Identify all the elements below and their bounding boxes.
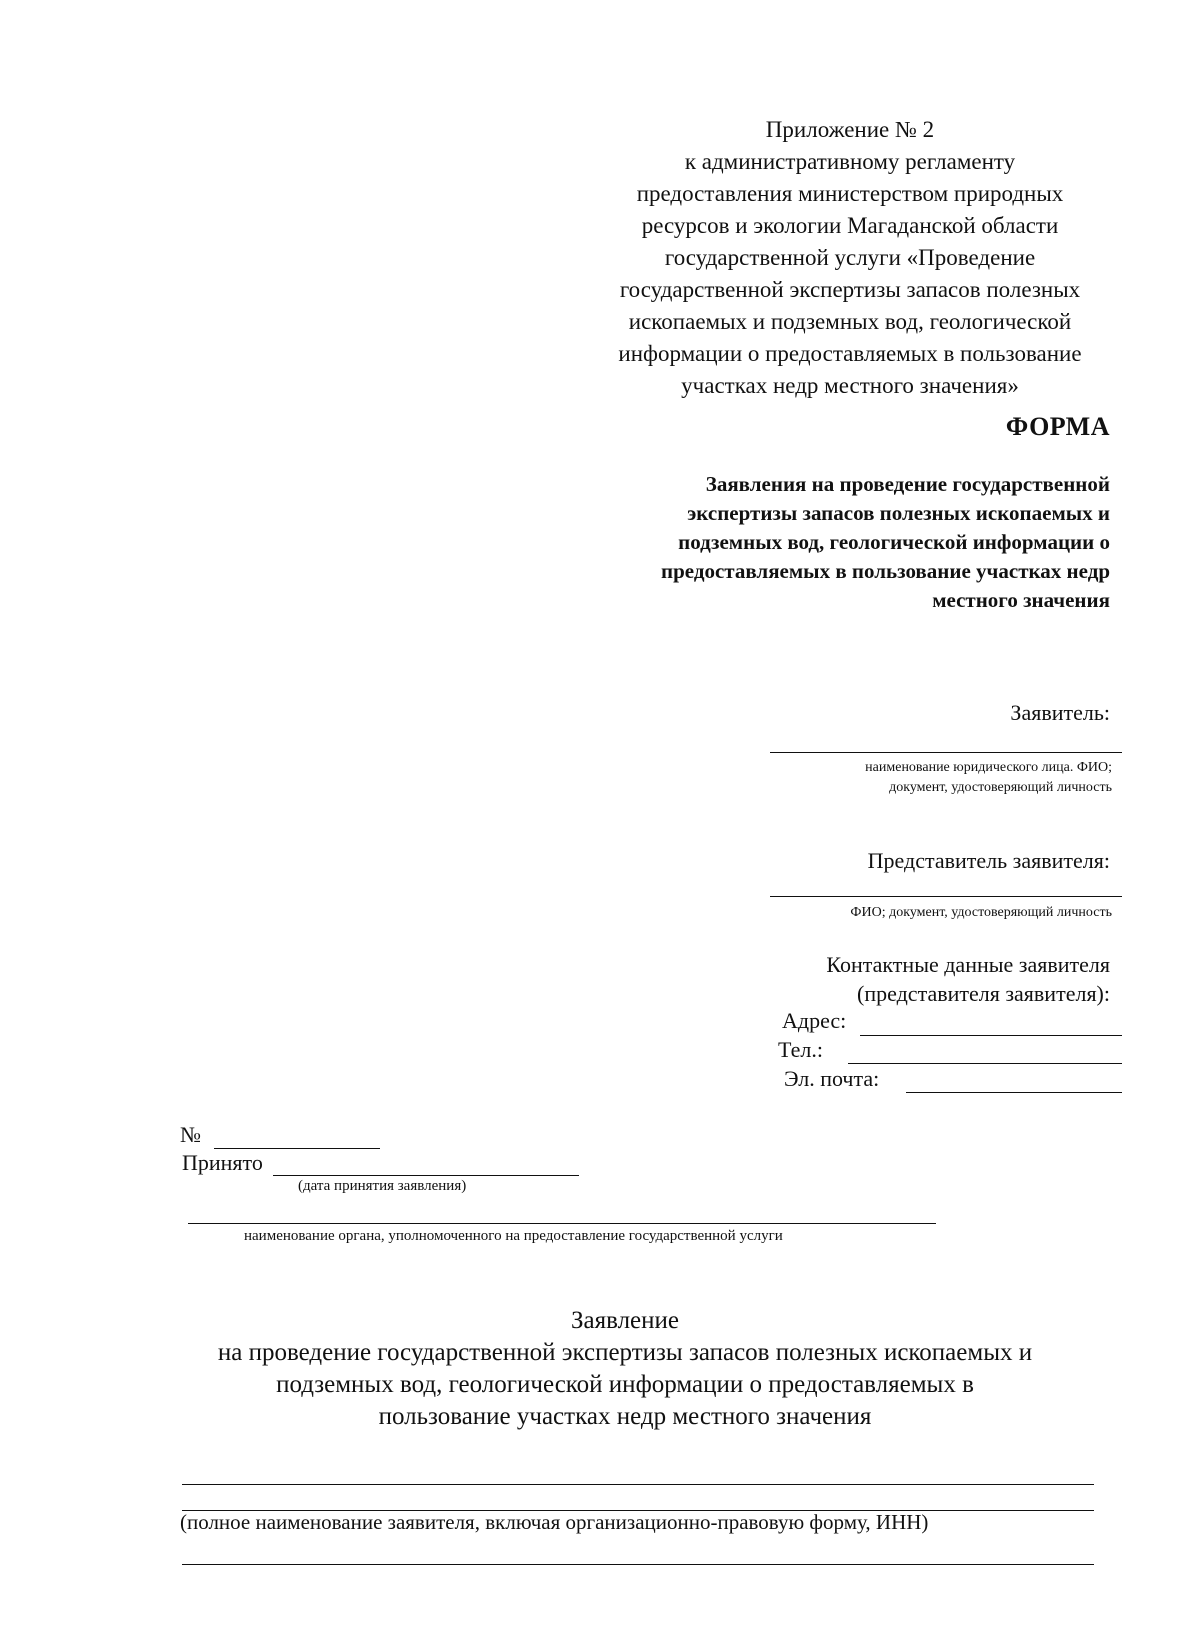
fullname-field-line-1[interactable] bbox=[182, 1484, 1094, 1485]
statement-line: пользование участках недр местного значения bbox=[378, 1403, 872, 1430]
appendix-line: предоставления министерством природных bbox=[636, 181, 1064, 206]
contacts-title-line1: Контактные данные заявителя bbox=[826, 952, 1110, 977]
statement-line: Заявление bbox=[570, 1307, 680, 1334]
appendix-line: участках недр местного значения» bbox=[681, 373, 1019, 398]
form-subtitle-line: экспертизы запасов полезных ископаемых и bbox=[687, 501, 1110, 525]
applicant-field-line[interactable] bbox=[770, 752, 1122, 753]
applicant-label: Заявитель: bbox=[1010, 700, 1110, 725]
appendix-line: ресурсов и экологии Магаданской области bbox=[641, 213, 1059, 238]
appendix-line: государственной экспертизы запасов полезных bbox=[619, 277, 1081, 302]
authority-field-line[interactable] bbox=[188, 1223, 936, 1224]
phone-label: Тел.: bbox=[778, 1037, 823, 1062]
appendix-line: Приложение № 2 bbox=[765, 117, 935, 142]
number-label: № bbox=[180, 1122, 201, 1147]
statement-line: на проведение государственной экспертизы запасов полезных ископаемых и bbox=[217, 1339, 1033, 1366]
appendix-header bbox=[600, 114, 1100, 402]
form-subtitle-line: местного значения bbox=[932, 588, 1110, 612]
fullname-caption: (полное наименование заявителя, включая организационно-правовую форму, ИНН) bbox=[180, 1510, 929, 1534]
representative-label: Представитель заявителя: bbox=[867, 848, 1110, 873]
representative-caption: ФИО; документ, удостоверяющий личность bbox=[850, 905, 1112, 920]
statement-line: подземных вод, геологической информации о предоставляемых в bbox=[276, 1371, 974, 1398]
accepted-caption: (дата принятия заявления) bbox=[298, 1178, 467, 1194]
email-label: Эл. почта: bbox=[784, 1066, 880, 1091]
representative-field-line[interactable] bbox=[770, 896, 1122, 897]
appendix-line: информации о предоставляемых в пользование bbox=[618, 341, 1082, 366]
email-field-line[interactable] bbox=[906, 1092, 1122, 1093]
accepted-date-field-line[interactable] bbox=[273, 1175, 579, 1176]
form-subtitle-line: предоставляемых в пользование участках недр bbox=[661, 559, 1110, 583]
appendix-line: государственной услуги «Проведение bbox=[664, 245, 1036, 270]
address-field-line[interactable] bbox=[860, 1035, 1122, 1036]
statement-heading bbox=[150, 1305, 1100, 1433]
accepted-label: Принято bbox=[182, 1150, 263, 1175]
contacts-title-line2: (представителя заявителя): bbox=[857, 981, 1110, 1006]
appendix-line: к административному регламенту bbox=[684, 149, 1016, 174]
applicant-caption bbox=[865, 758, 1112, 798]
phone-field-line[interactable] bbox=[848, 1063, 1122, 1064]
number-field-line[interactable] bbox=[214, 1148, 380, 1149]
applicant-caption-line: документ, удостоверяющий личность bbox=[889, 780, 1112, 795]
authority-caption: наименование органа, уполномоченного на предоставление государственной услуги bbox=[244, 1228, 783, 1244]
applicant-caption-line: наименование юридического лица. ФИО; bbox=[865, 760, 1112, 775]
form-subtitle-line: подземных вод, геологической информации о bbox=[678, 530, 1110, 554]
address-label: Адрес: bbox=[782, 1008, 847, 1033]
form-subtitle-line: Заявления на проведение государственной bbox=[705, 472, 1110, 496]
form-title: ФОРМА bbox=[1005, 412, 1110, 441]
fullname-field-line-3[interactable] bbox=[182, 1564, 1094, 1565]
appendix-line: ископаемых и подземных вод, геологической bbox=[628, 309, 1072, 334]
form-subtitle bbox=[590, 470, 1110, 615]
